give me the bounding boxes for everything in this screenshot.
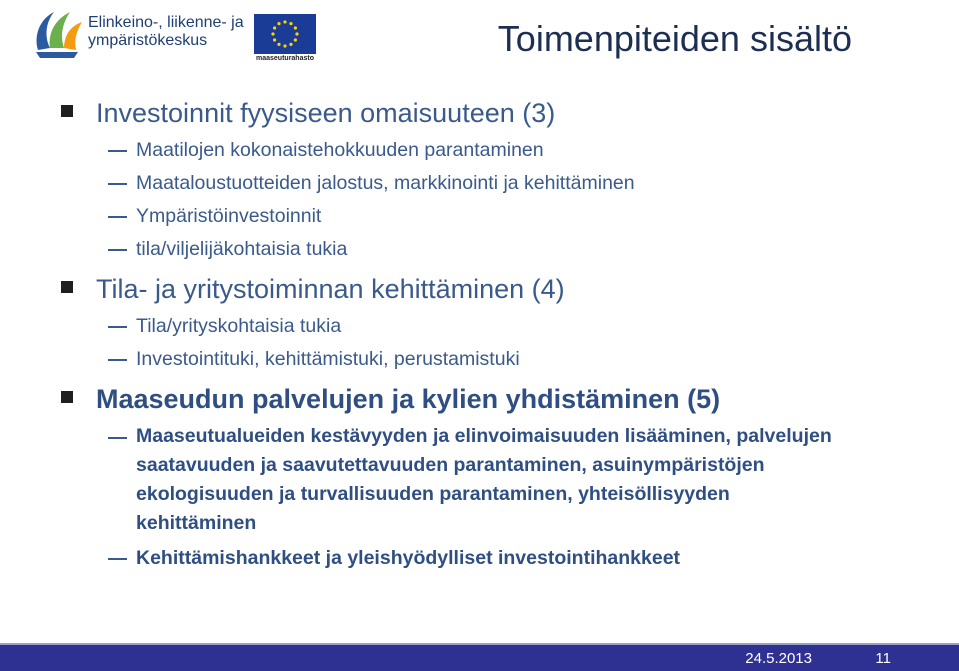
slide-content — [60, 96, 950, 575]
list-item — [60, 420, 836, 542]
eu-star-icon — [271, 32, 274, 35]
eu-star-icon — [273, 26, 276, 29]
ely-name-line1: Elinkeino-, liikenne- ja — [88, 14, 244, 31]
dash-bullet-icon — [108, 558, 127, 560]
list-item-text: Investointituki, kehittämistuki, perustamistuki — [136, 348, 520, 370]
list-item — [60, 542, 950, 575]
eu-star-icon — [283, 44, 286, 47]
eu-star-icon — [289, 43, 292, 46]
section-heading — [60, 382, 950, 416]
list-item — [60, 310, 950, 343]
eu-star-icon — [273, 38, 276, 41]
section-heading-text: Investoinnit fyysiseen omaisuuteen (3) — [96, 98, 556, 128]
section-heading-text: Tila- ja yritystoiminnan kehittäminen (4) — [96, 274, 565, 304]
eu-star-icon — [289, 22, 292, 25]
dash-bullet-icon — [108, 183, 127, 185]
square-bullet-icon — [61, 391, 73, 403]
ely-emblem-icon — [30, 4, 84, 60]
eu-star-icon — [295, 32, 298, 35]
ely-name-line2: ympäristökeskus — [88, 32, 208, 49]
eu-star-icon — [277, 43, 280, 46]
section-heading — [60, 272, 950, 306]
eu-star-icon — [283, 20, 286, 23]
list-item-text: tila/viljelijäkohtaisia tukia — [136, 238, 348, 260]
list-item — [60, 200, 950, 233]
ely-name — [88, 14, 244, 50]
ely-logo — [30, 4, 260, 60]
dash-bullet-icon — [108, 326, 127, 328]
eu-flag-icon — [254, 14, 316, 54]
eu-logo — [254, 14, 316, 64]
square-bullet-icon — [61, 105, 73, 117]
list-item — [60, 343, 950, 376]
list-item-text: Ympäristöinvestoinnit — [136, 205, 322, 227]
section-heading — [60, 96, 950, 130]
list-item-text: Maataloustuotteiden jalostus, markkinointi ja kehittäminen — [136, 172, 635, 194]
section-heading-text: Maaseudun palvelujen ja kylien yhdistäminen (5) — [96, 384, 721, 414]
list-item — [60, 233, 950, 266]
eu-caption: maaseuturahasto — [256, 55, 314, 62]
dash-bullet-icon — [108, 249, 127, 251]
footer-bar — [0, 645, 959, 671]
list-item-text: Tila/yrityskohtaisia tukia — [136, 315, 342, 337]
dash-bullet-icon — [108, 150, 127, 152]
eu-star-icon — [294, 26, 297, 29]
dash-bullet-icon — [108, 437, 127, 439]
eu-star-icon — [294, 38, 297, 41]
list-item-text: Maatilojen kokonaistehokkuuden parantaminen — [136, 139, 544, 161]
square-bullet-icon — [61, 281, 73, 293]
dash-bullet-icon — [108, 216, 127, 218]
list-item — [60, 134, 950, 167]
list-item — [60, 167, 950, 200]
slide-title: Toimenpiteiden sisältö — [497, 18, 852, 59]
list-item-text: Maaseutualueiden kestävyyden ja elinvoimaisuuden lisääminen, palvelujen saatavuuden ja saavutettavuuden parantaminen, asuinympäristöjen ekologisuuden ja turvallisuuden parantaminen, yhteisöllisyyden kehittäminen — [136, 425, 832, 534]
footer-date: 24.5.2013 — [745, 650, 812, 667]
dash-bullet-icon — [108, 359, 127, 361]
eu-star-icon — [277, 22, 280, 25]
page-number: 11 — [875, 650, 891, 667]
list-item-text: Kehittämishankkeet ja yleishyödylliset investointihankkeet — [136, 547, 681, 569]
